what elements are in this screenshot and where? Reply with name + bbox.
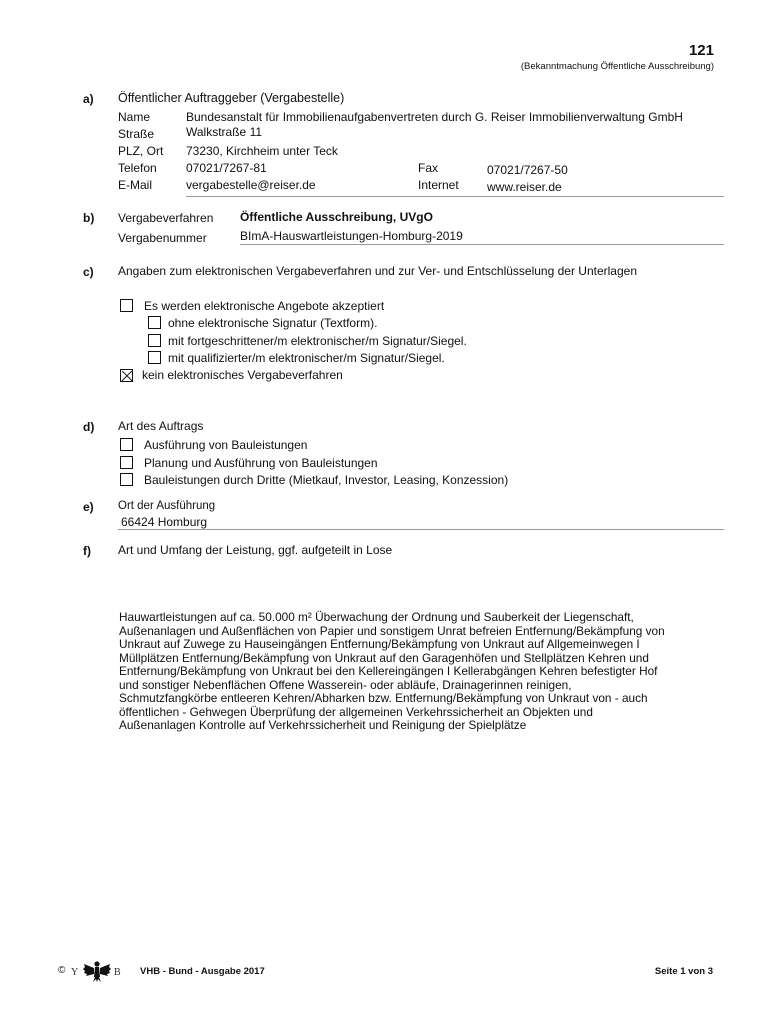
page-number: 121	[688, 42, 714, 59]
section-b-marker: b)	[83, 211, 95, 225]
section-e-title: Ort der Ausführung	[118, 500, 216, 512]
no-signature-label: ohne elektronische Signatur (Textform).	[168, 316, 378, 330]
section-b-rule	[240, 244, 724, 245]
footer-page-info: Seite 1 von 3	[654, 966, 713, 977]
location-value: 66424 Homburg	[121, 515, 208, 529]
checkbox-advanced-signature[interactable]	[148, 334, 161, 347]
fax-label: Fax	[418, 161, 439, 175]
section-f-title: Art und Umfang der Leistung, ggf. aufgeteilt in Lose	[118, 543, 393, 557]
number-label: Vergabenummer	[118, 231, 207, 245]
number-value: BImA-Hauswartleistungen-Homburg-2019	[240, 229, 463, 243]
street-label: Straße	[118, 127, 155, 141]
construction-label: Ausführung von Bauleistungen	[144, 438, 308, 452]
zip-value: 73230, Kirchheim unter Teck	[186, 144, 338, 158]
description-line: Schmutzfangkörbe entleeren Kehren/Abharken bzw. Entfernung/Bekämpfung von Unkraut von - auch	[119, 691, 648, 705]
qualified-signature-label: mit qualifizierter/m elektronischer/m Signatur/Siegel.	[168, 351, 445, 365]
service-description	[119, 611, 729, 733]
checkbox-no-electronic-procedure[interactable]	[120, 369, 133, 382]
procedure-value: Öffentliche Ausschreibung, UVgO	[240, 210, 433, 224]
description-line: Müllplätzen Entfernung/Bekämpfung von Unkraut auf den Garagenhöfen und Stellplätzen Kehren und	[119, 650, 649, 665]
fax-value: 07021/7267-50	[487, 163, 568, 177]
description-line: Entfernung/Bekämpfung von Unkraut bei den Kellereingängen I Kellerabgängen Kehren befestigter Hof	[119, 664, 658, 678]
svg-text:Y: Y	[71, 967, 79, 978]
copyright-symbol: ©	[58, 965, 66, 976]
description-line: und sonstiger Nebenflächen Offene Wasserein- oder abläufe, Drainagerinnen reinigen,	[119, 677, 572, 692]
phone-value: 07021/7267-81	[186, 161, 267, 175]
checkbox-planning-construction[interactable]	[120, 456, 133, 469]
electronic-offers-label: Es werden elektronische Angebote akzeptiert	[144, 299, 385, 313]
section-a-marker: a)	[83, 92, 94, 106]
internet-label: Internet	[418, 178, 459, 192]
section-e-marker: e)	[83, 500, 94, 514]
name-label: Name	[118, 110, 151, 124]
section-e-rule	[118, 529, 724, 530]
internet-value: www.reiser.de	[487, 180, 562, 194]
checkbox-electronic-offers[interactable]	[120, 299, 133, 312]
section-a-title: Öffentlicher Auftraggeber (Vergabestelle)	[118, 91, 345, 105]
federal-eagle-logo-icon	[70, 958, 130, 984]
name-value: Bundesanstalt für Immobilienaufgabenvertreten durch G. Reiser Immobilienverwaltung GmbH	[186, 110, 683, 124]
description-line: Außenanlagen und Außenflächen von Papier und sonstigem Unrat befreien Entfernung/Bekämpfung von	[119, 623, 665, 638]
procedure-label: Vergabeverfahren	[118, 211, 214, 225]
advanced-signature-label: mit fortgeschrittener/m elektronischer/m Signatur/Siegel.	[168, 334, 467, 348]
checkbox-third-party[interactable]	[120, 473, 133, 486]
checkbox-no-signature[interactable]	[148, 316, 161, 329]
description-line: Unkraut auf Zuwege zu Hauseingängen Entfernung/Bekämpfung von Unkraut auf Allgemeinwegen I	[119, 637, 640, 651]
planning-construction-label: Planung und Ausführung von Bauleistungen	[144, 456, 378, 470]
description-line: Außenanlagen Kontrolle auf Verkehrssicherheit und Reinigung der Spielplätze	[119, 718, 527, 732]
section-d-marker: d)	[83, 420, 95, 434]
section-f-marker: f)	[83, 544, 91, 558]
email-label: E-Mail	[118, 178, 153, 192]
svg-text:B: B	[114, 967, 121, 978]
section-d-title: Art des Auftrags	[118, 419, 204, 433]
checkbox-qualified-signature[interactable]	[148, 351, 161, 364]
footer-edition: VHB - Bund - Ausgabe 2017	[140, 966, 265, 977]
section-c-title: Angaben zum elektronischen Vergabeverfahren und zur Ver- und Entschlüsselung der Unterlagen	[118, 264, 637, 278]
description-line: Hauwartleistungen auf ca. 50.000 m² Überwachung der Ordnung und Sauberkeit der Liegenschaft,	[119, 610, 634, 624]
phone-label: Telefon	[118, 161, 157, 175]
checkbox-construction[interactable]	[120, 438, 133, 451]
section-c-marker: c)	[83, 265, 94, 279]
section-a-rule	[186, 196, 724, 197]
third-party-label: Bauleistungen durch Dritte (Mietkauf, Investor, Leasing, Konzession)	[144, 473, 509, 487]
no-electronic-procedure-label: kein elektronisches Vergabeverfahren	[142, 368, 343, 382]
zip-label: PLZ, Ort	[118, 144, 164, 158]
description-line: öffentlichen - Gehwegen Überprüfung der allgemeinen Verkehrssicherheit an Objekten und	[119, 704, 593, 719]
email-value: vergabestelle@reiser.de	[186, 178, 316, 192]
street-value: Walkstraße 11	[186, 125, 263, 139]
page-subtitle: (Bekanntmachung Öffentliche Ausschreibung)	[520, 61, 714, 72]
